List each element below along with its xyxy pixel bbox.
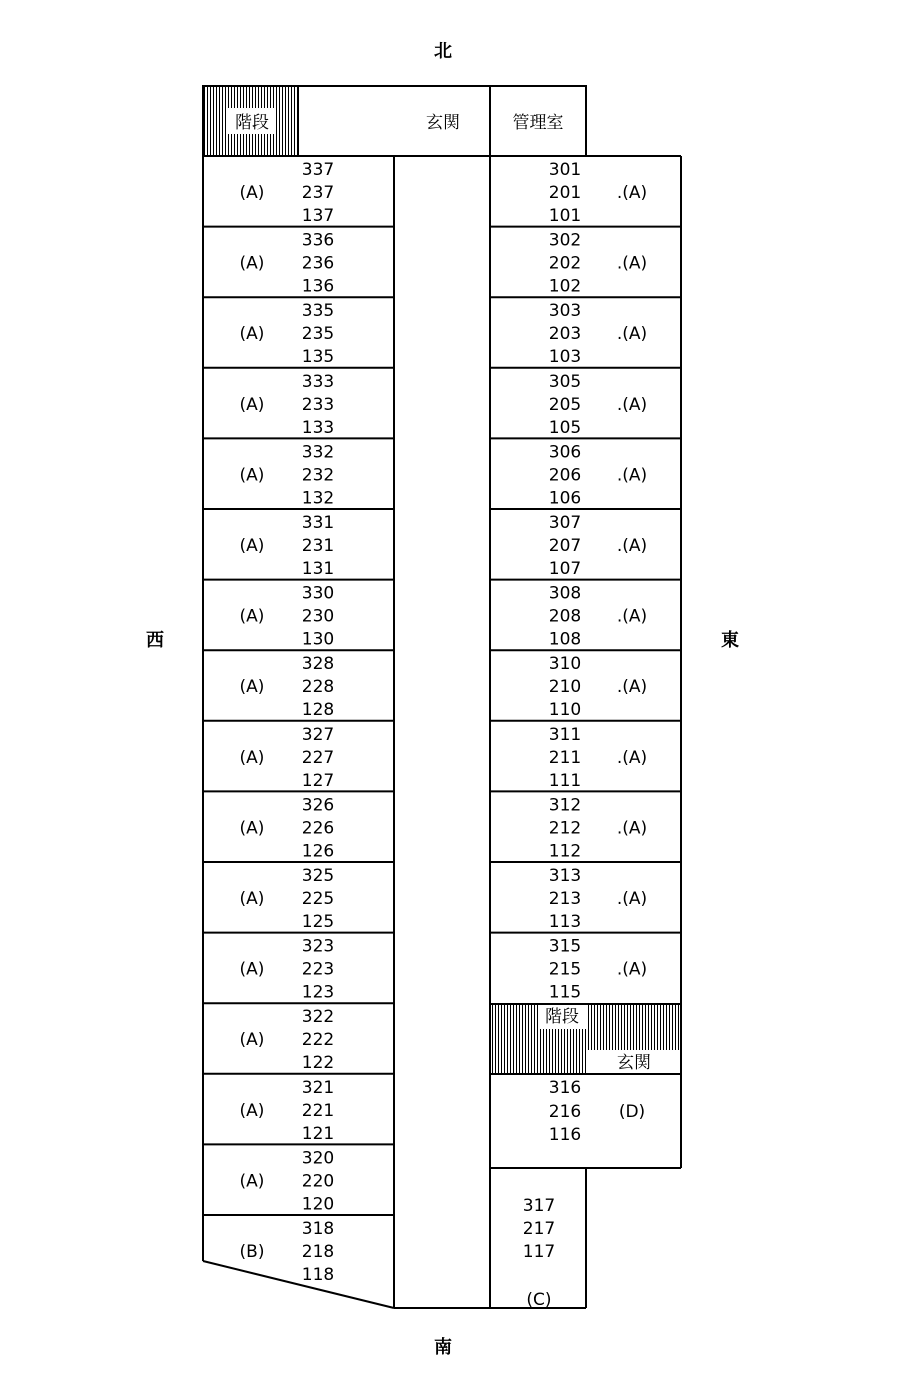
unit-type-label: (A) [239, 1030, 265, 1051]
unit-type-label: .(A) [616, 889, 648, 909]
unit-block [203, 438, 394, 508]
room-number: 127 [301, 770, 335, 791]
west-units [203, 160, 394, 1285]
room-number: 337 [301, 160, 335, 180]
room-number: 201 [548, 183, 582, 203]
unit-type-label: (A) [239, 677, 265, 698]
unit-block [490, 227, 681, 297]
unit-type-label: (A) [239, 1171, 265, 1192]
unit-block [203, 297, 394, 367]
room-number: 305 [548, 371, 582, 392]
south-label: 南 [434, 1337, 452, 1358]
room-number: 101 [548, 206, 582, 226]
unit-block [203, 368, 394, 438]
room-number: 235 [301, 324, 335, 345]
unit-type-label: .(A) [616, 818, 648, 839]
room-number: 331 [301, 513, 335, 533]
unit-type-label: .(A) [616, 253, 648, 274]
southwest-diagonal-wall [203, 1261, 394, 1308]
room-number: 321 [301, 1077, 335, 1098]
room-number: 120 [301, 1194, 335, 1215]
unit-block [203, 227, 394, 297]
room-number: 133 [301, 417, 335, 438]
room-number: 306 [548, 442, 582, 463]
room-number: 122 [301, 1053, 335, 1074]
room-number: 315 [548, 936, 582, 957]
room-number: 226 [301, 818, 335, 839]
unit-type-label: .(A) [616, 677, 648, 698]
room-number: 130 [301, 629, 335, 650]
unit-type-label: (A) [239, 465, 265, 486]
unit-block [549, 160, 647, 226]
unit-type-label: (A) [239, 1100, 265, 1121]
room-number: 330 [301, 583, 335, 604]
unit-block [490, 721, 681, 791]
room-number: 207 [548, 536, 582, 556]
room-number: 228 [301, 677, 335, 698]
room-number: 313 [548, 866, 582, 886]
room-number: 128 [301, 700, 335, 721]
unit-d [549, 1078, 645, 1145]
unit-type-label: (A) [239, 889, 265, 909]
room-number: 131 [301, 559, 335, 579]
room-number: 317 [522, 1196, 556, 1216]
room-number: 113 [548, 912, 582, 932]
room-number: 215 [548, 959, 582, 980]
unit-c [523, 1196, 555, 1310]
unit-block [203, 721, 394, 791]
room-number: 332 [301, 442, 335, 463]
room-number: 105 [548, 417, 582, 438]
room-number: 302 [548, 230, 582, 251]
room-number: 126 [301, 841, 335, 862]
room-number: 135 [301, 347, 335, 368]
unit-type-label: .(A) [616, 465, 648, 486]
unit-type-label: (A) [239, 394, 265, 415]
room-number: 115 [548, 982, 582, 1003]
unit-block [490, 580, 681, 650]
unit-type-label: .(A) [616, 747, 648, 768]
room-number: 327 [301, 724, 335, 745]
room-number: 223 [301, 959, 335, 980]
unit-block [490, 791, 681, 861]
room-number: 210 [548, 677, 582, 698]
room-number: 125 [301, 912, 335, 932]
room-number: 108 [548, 629, 582, 650]
room-number: 107 [548, 559, 582, 579]
unit-block [490, 297, 681, 367]
unit-type-label: (A) [239, 818, 265, 839]
unit-block [203, 862, 394, 932]
room-number: 218 [301, 1242, 335, 1262]
room-number: 323 [301, 936, 335, 957]
unit-type-label: (A) [239, 324, 265, 345]
room-number: 208 [548, 606, 582, 627]
unit-block [203, 1215, 394, 1285]
unit-type-label: .(A) [616, 959, 648, 980]
room-number: 116 [548, 1125, 582, 1145]
unit-block [203, 580, 394, 650]
unit-block [490, 862, 681, 932]
unit-type-label: (C) [526, 1290, 552, 1310]
room-number: 103 [548, 347, 582, 368]
room-number: 121 [301, 1123, 335, 1144]
unit-type-label: .(A) [616, 324, 648, 345]
room-number: 236 [301, 253, 335, 274]
mid-stair-label: 階段 [545, 1007, 579, 1027]
unit-block [240, 160, 335, 226]
room-number: 333 [301, 371, 335, 392]
office-label: 管理室 [512, 113, 564, 133]
room-number: 117 [522, 1242, 556, 1262]
unit-type-label: (A) [239, 536, 265, 556]
unit-type-label: (A) [239, 606, 265, 627]
room-number: 233 [301, 394, 335, 415]
room-number: 227 [301, 747, 335, 768]
unit-type-label: (A) [239, 253, 265, 274]
room-number: 325 [301, 866, 335, 886]
unit-block [203, 791, 394, 861]
unit-block [203, 1144, 394, 1214]
top-stair-label: 階段 [235, 113, 269, 133]
unit-block [203, 650, 394, 720]
room-number: 220 [301, 1171, 335, 1192]
room-number: 312 [548, 795, 582, 816]
room-number: 216 [548, 1102, 582, 1122]
room-number: 237 [301, 183, 335, 203]
unit-type-label: (A) [239, 959, 265, 980]
room-number: 222 [301, 1030, 335, 1051]
mid-entrance-label: 玄関 [617, 1053, 651, 1073]
room-number: 318 [301, 1219, 335, 1239]
room-number: 212 [548, 818, 582, 839]
unit-type-label: (B) [239, 1242, 265, 1262]
unit-block [490, 438, 681, 508]
room-number: 322 [301, 1007, 335, 1028]
room-number: 320 [301, 1148, 335, 1169]
room-number: 336 [301, 230, 335, 251]
unit-type-label: .(A) [616, 394, 648, 415]
room-number: 335 [301, 301, 335, 322]
unit-block [203, 1003, 394, 1073]
top-entrance-label: 玄関 [426, 113, 460, 133]
north-label: 北 [434, 41, 452, 62]
room-number: 307 [548, 513, 582, 533]
unit-type-label: .(A) [616, 183, 648, 203]
room-number: 221 [301, 1100, 335, 1121]
unit-block [203, 1074, 394, 1144]
room-number: 211 [548, 747, 582, 768]
room-number: 123 [301, 982, 335, 1003]
room-number: 225 [301, 889, 335, 909]
room-number: 310 [548, 654, 582, 675]
room-number: 202 [548, 253, 582, 274]
room-number: 326 [301, 795, 335, 816]
unit-type-label: (D) [618, 1102, 646, 1122]
room-number: 132 [301, 488, 335, 509]
unit-type-label: (A) [239, 183, 265, 203]
east-units [490, 160, 681, 1003]
unit-block [490, 368, 681, 438]
unit-block [490, 650, 681, 720]
unit-type-label: (A) [239, 747, 265, 768]
room-number: 111 [548, 770, 582, 791]
room-number: 316 [548, 1078, 582, 1098]
room-number: 232 [301, 465, 335, 486]
east-label: 東 [721, 630, 739, 651]
room-number: 213 [548, 889, 582, 909]
unit-block [203, 933, 394, 1003]
unit-type-label: .(A) [616, 606, 648, 627]
room-number: 118 [301, 1265, 335, 1285]
room-number: 217 [522, 1219, 556, 1239]
room-number: 230 [301, 606, 335, 627]
unit-block [203, 509, 394, 579]
room-number: 203 [548, 324, 582, 345]
unit-block [490, 933, 681, 1003]
unit-type-label: .(A) [616, 536, 648, 556]
room-number: 303 [548, 301, 582, 322]
room-number: 205 [548, 394, 582, 415]
room-number: 231 [301, 536, 335, 556]
room-number: 328 [301, 654, 335, 675]
room-number: 206 [548, 465, 582, 486]
room-number: 136 [301, 276, 335, 297]
room-number: 102 [548, 276, 582, 297]
unit-block [490, 509, 681, 579]
west-label: 西 [146, 630, 164, 651]
room-number: 112 [548, 841, 582, 862]
room-number: 110 [548, 700, 582, 721]
room-number: 301 [548, 160, 582, 180]
room-number: 308 [548, 583, 582, 604]
room-number: 311 [548, 724, 582, 745]
room-number: 137 [301, 206, 335, 226]
room-number: 106 [548, 488, 582, 509]
